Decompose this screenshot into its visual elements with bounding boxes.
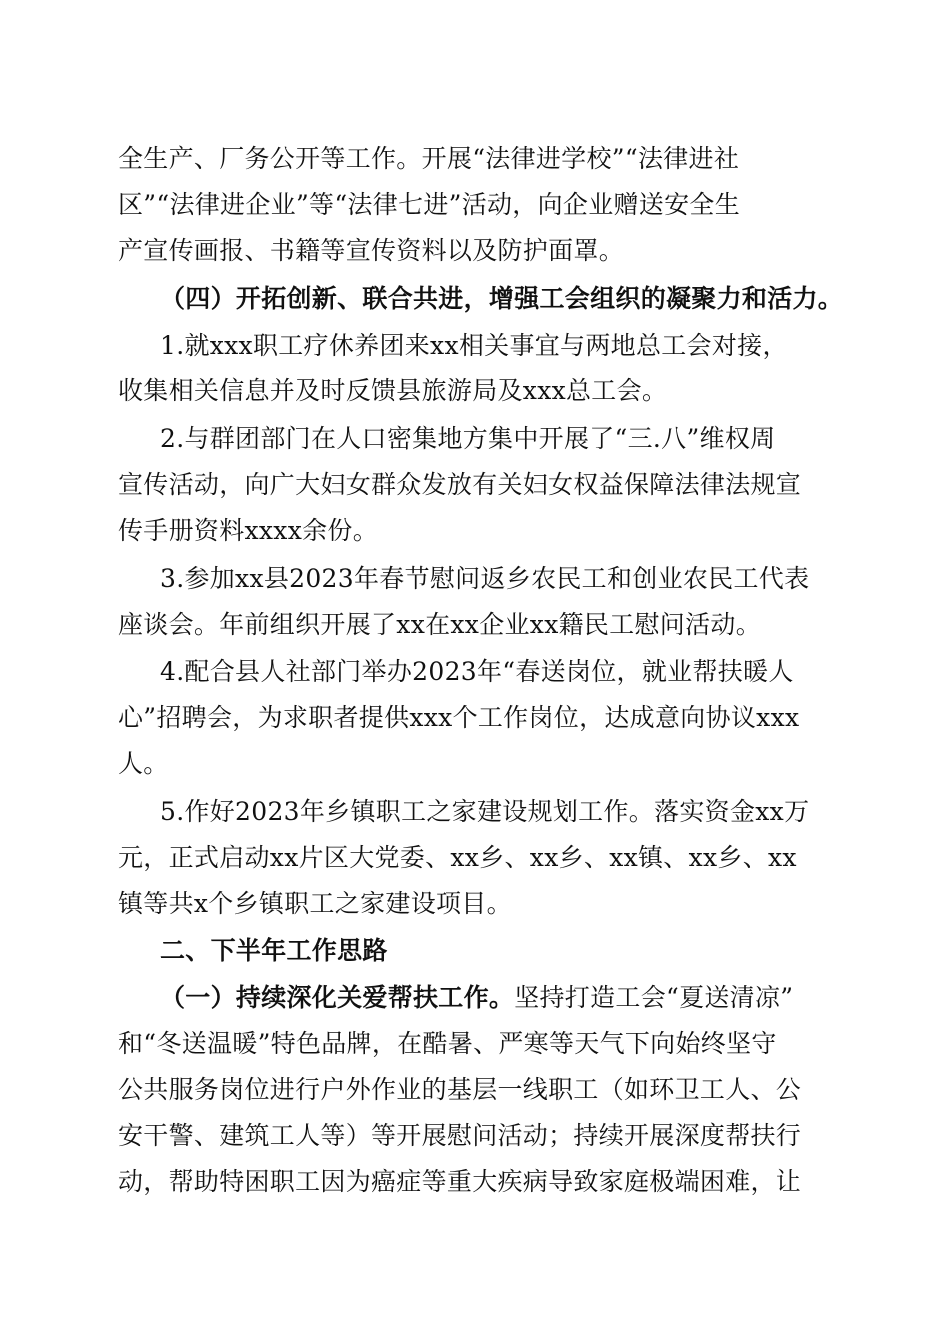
paragraph-line: 全生产、厂务公开等工作。开展“法律进学校”“法律进社 — [118, 144, 740, 173]
paragraph-line: 传手册资料xxxx余份。 — [118, 516, 378, 545]
list-item-4: 4.配合县人社部门举办2023年“春送岗位，就业帮扶暖人 — [160, 657, 794, 686]
paragraph-line: 元，正式启动xx片区大党委、xx乡、xx乡、xx镇、xx乡、xx — [118, 843, 797, 872]
paragraph-line: 安干警、建筑工人等）等开展慰问活动；持续开展深度帮扶行 — [118, 1121, 802, 1150]
section-heading-2: 二、下半年工作思路 — [160, 936, 388, 965]
subsection-line — [160, 981, 830, 1015]
section-heading-4: （四）开拓创新、联合共进，增强工会组织的凝聚力和活力。 — [160, 284, 844, 313]
list-item-3: 3.参加xx县2023年春节慰问返乡农民工和创业农民工代表 — [160, 564, 810, 593]
paragraph-line: 人。 — [118, 749, 169, 778]
paragraph-line: 公共服务岗位进行户外作业的基层一线职工（如环卫工人、公 — [118, 1075, 802, 1104]
list-item-2: 2.与群团部门在人口密集地方集中开展了“三.八”维权周 — [160, 424, 776, 453]
paragraph-line: 产宣传画报、书籍等宣传资料以及防护面罩。 — [118, 236, 625, 265]
paragraph-line: 区”“法律进企业”等“法律七进”活动，向企业赠送安全生 — [118, 190, 741, 219]
list-item-5: 5.作好2023年乡镇职工之家建设规划工作。落实资金xx万 — [160, 797, 810, 826]
paragraph-line: 座谈会。年前组织开展了xx在xx企业xx籍民工慰问活动。 — [118, 610, 761, 639]
paragraph-line: 宣传活动，向广大妇女群众发放有关妇女权益保障法律法规宣 — [118, 470, 802, 499]
subsection-heading-1: （一）持续深化关爱帮扶工作。 — [160, 983, 515, 1012]
paragraph-line: 镇等共x个乡镇职工之家建设项目。 — [118, 889, 512, 918]
paragraph-line: 心”招聘会，为求职者提供xxx个工作岗位，达成意向协议xxx — [118, 703, 800, 732]
paragraph-line: 和“冬送温暖”特色品牌，在酷暑、严寒等天气下向始终坚守 — [118, 1029, 777, 1058]
list-item-1: 1.就xxx职工疗休养团来xx相关事宜与两地总工会对接， — [160, 331, 788, 360]
paragraph-line: 动，帮助特困职工因为癌症等重大疾病导致家庭极端困难，让 — [118, 1167, 802, 1196]
paragraph-line: 收集相关信息并及时反馈县旅游局及xxx总工会。 — [118, 376, 668, 405]
paragraph-text: 坚持打造工会“夏送清凉” — [514, 983, 794, 1012]
